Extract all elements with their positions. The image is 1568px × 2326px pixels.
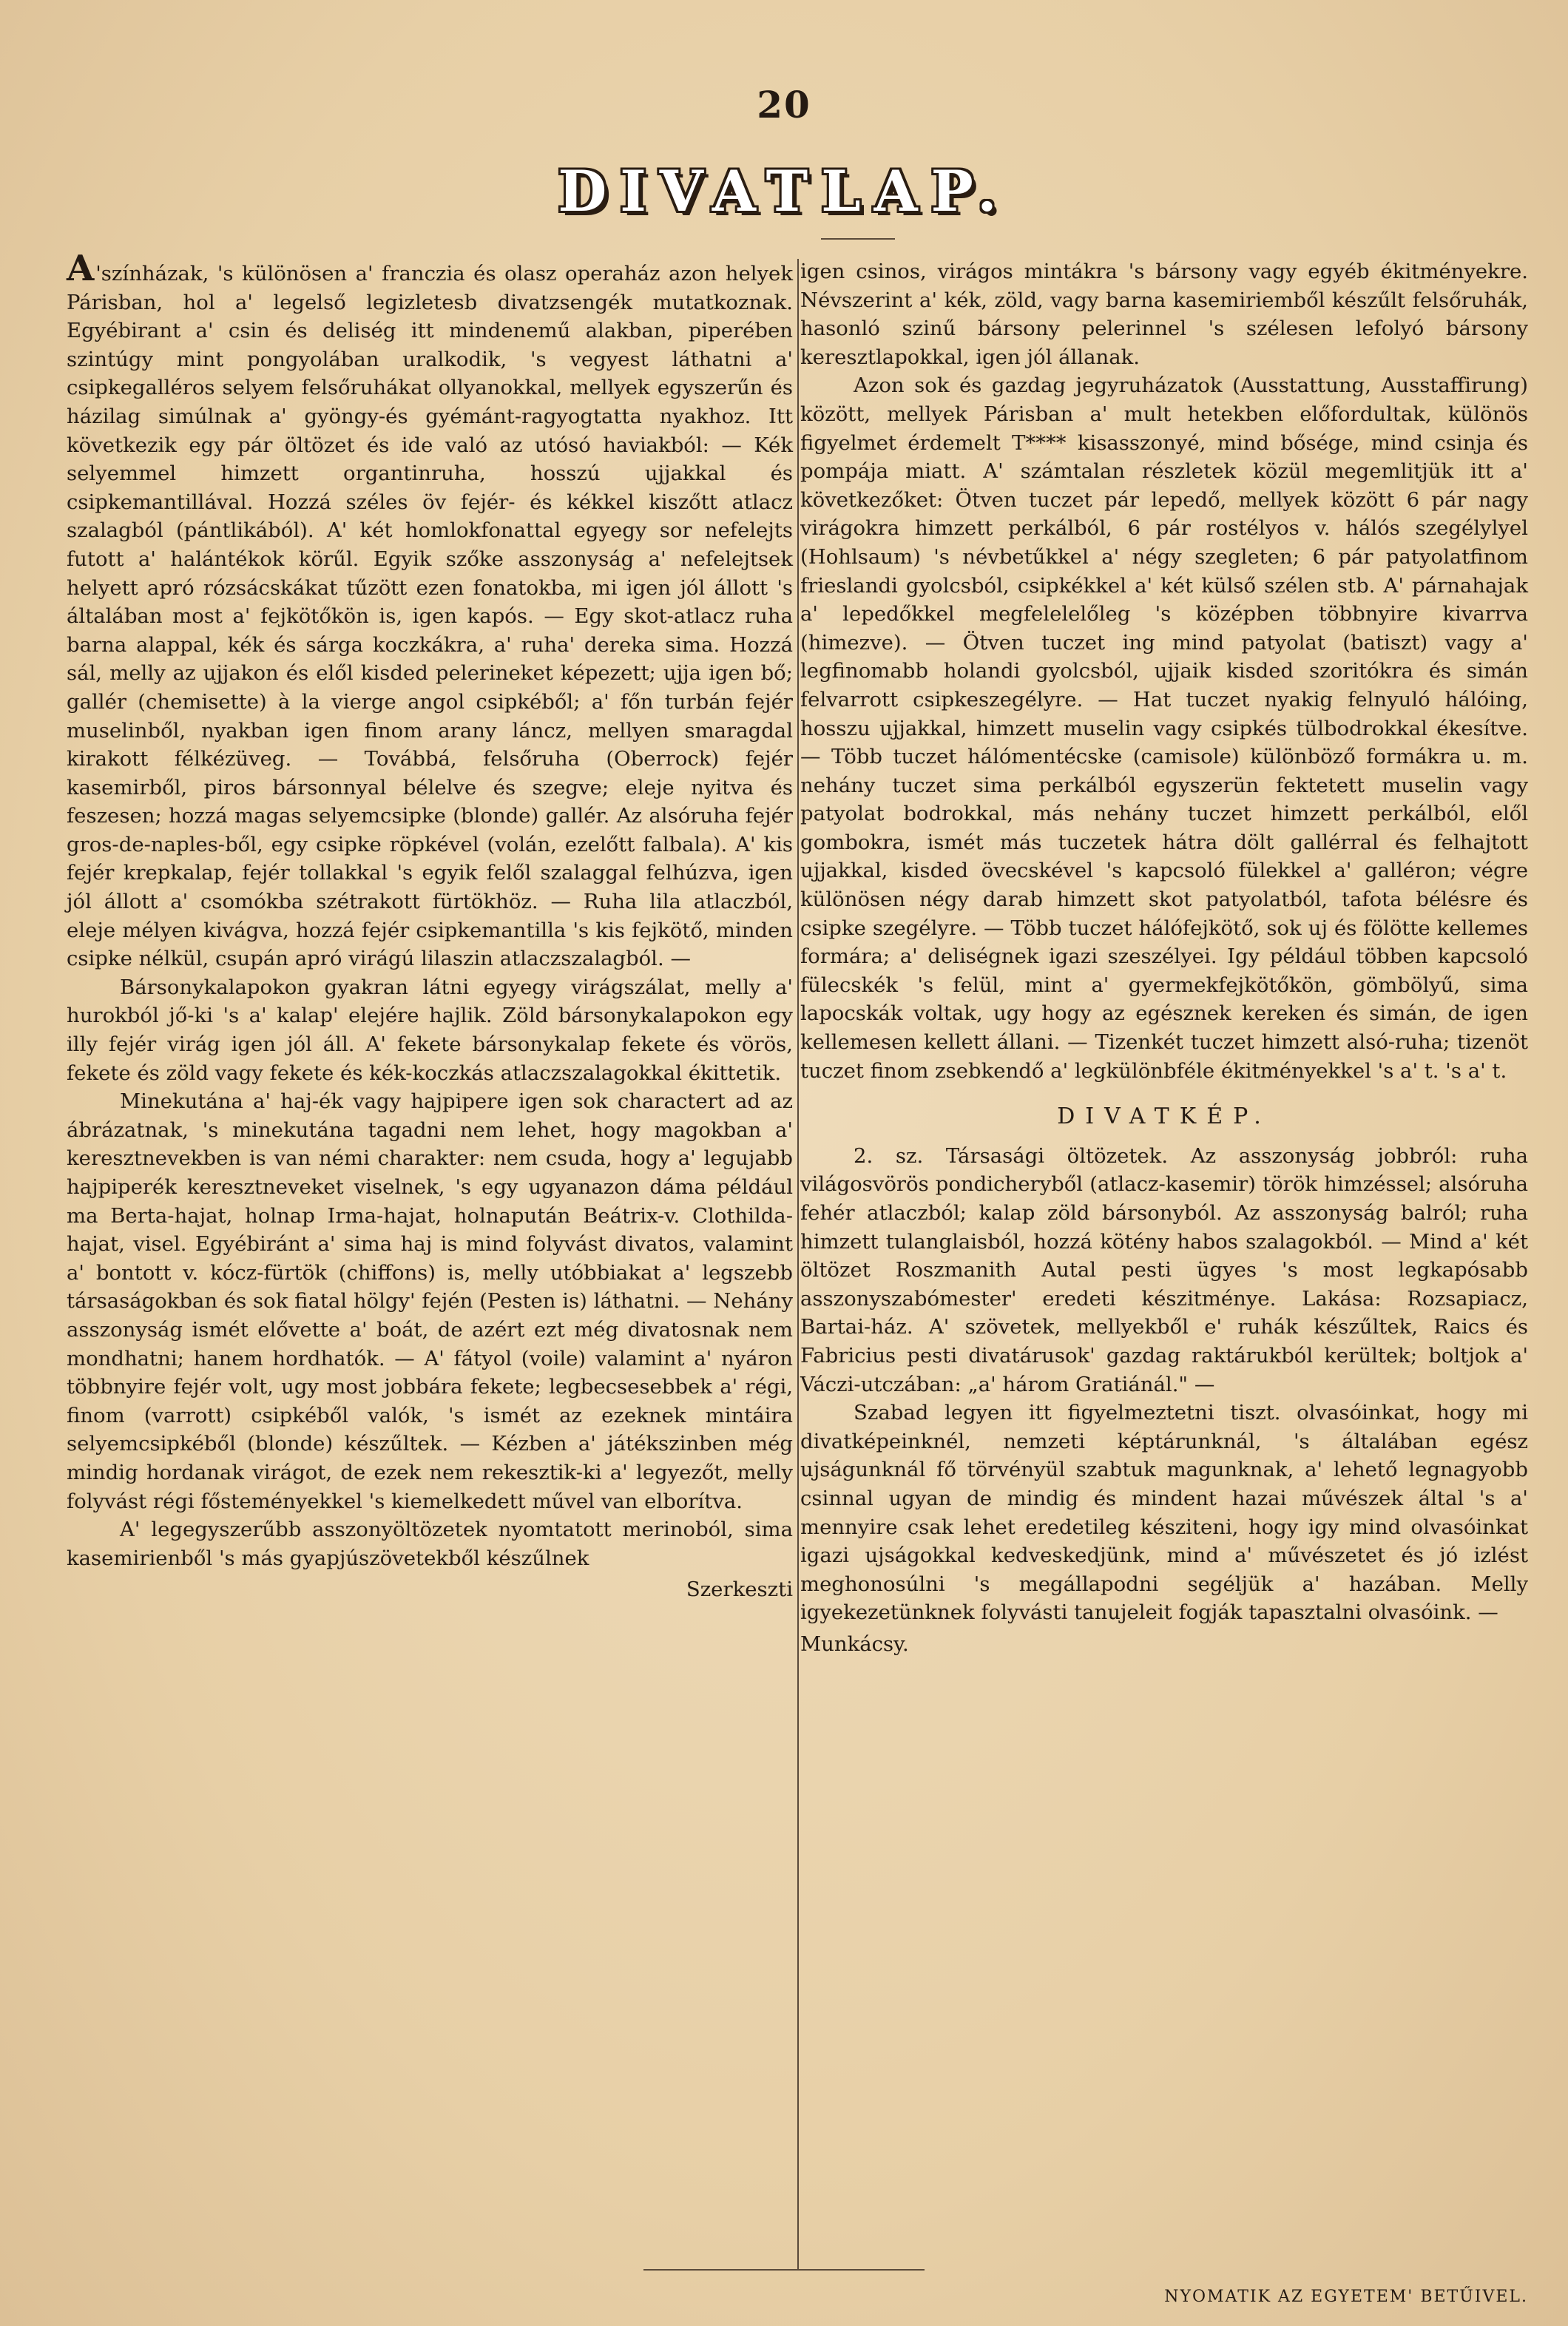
- article-paragraph: Szabad legyen itt figyelmeztetni tiszt. olvasóinkat, hogy mi divatképeinknél, nemzeti képtárunknál, 's általában egész ujságunknál fő törvényül szabtuk magunknak, a' lehető legnagyobb csinnal ugyan de mindig és mindent hazai művészek által 's a' mennyire csak lehet eredetileg késziteni, hogy igy mind olvasóinkat igazi ujságokkal kedveskedjünk, mind a' művészetet és jó izlést meghonosúlni 's megállapodni segéljük a' hazában. Melly igyekezetünknek folyvásti tanujeleit fogják tapasztalni olvasóink. —: [800, 1401, 1528, 1625]
- article-paragraph: Azon sok és gazdag jegyruházatok (Ausstattung, Ausstaffirung) között, mellyek Párisban a' mult hetekben előfordultak, különös figyelmet érdemelt T**** kisasszonyé, mind bősége, mind csinja és pompája miatt. A' számtalan részletek közül megemlitjük itt a' következőket: Ötven tuczet pár lepedő, mellyek között 6 pár nagy virágokra himzett perkálból, 6 pár rostélyos v. hálós szegélylyel (Hohlsaum) 's névbetűkkel a' négy szegleten; 6 pár patyolatfinom frieslandi gyolcsból, csipkékkel a' két külső szélen stb. A' párnahajak a' lepedőkkel megfelelelőleg 's középben többnyire kivarrva (himezve). — Ötven tuczet ing mind patyolat (batiszt) vagy a' legfinomabb holandi gyolcsból, ujjaik kisded szoritókra és simán felvarrott csipkeszegélyre. — Hat tuczet nyakig felnyuló hálóing, hosszu ujjakkal, himzett muselin vagy csipkés tülbodrokkal ékesítve. — Több tuczet hálómentécske (camisole) különböző formákra u. m. nehány tuczet sima perkálból egyszerün fektetett muselin vagy patyolat bodrokkal, más nehány tuczet himzett perkálból, elől gombokra, ismét más tuczetek hátra dölt gallérral és felhajtott ujjakkal, kisded övecskével 's kapcsoló fülekkel a' galléron; végre különösen négy darab himzett skot patyolatból, tafota bélésre és csipke szegélyre. — Több tuczet hálófejkötő, sok uj és fölötte kellemes formára; a' deliségnek igazi szeszélyei. Igy például többen kapcsoló fülecskék 's felül, mint a' gyermekfejkötőkön, gömbölyű, sima lapocskák voltak, ugy hogy az egésznek kereken és simán, de igen kellemesen kellett állani. — Tizenkét tuczet himzett alsó-ruha; tizenöt tuczet finom zsebkendő a' legkülönbféle ékitményekkel 's a' t. 's a' t.: [800, 373, 1528, 1083]
- title-divider: [821, 238, 895, 240]
- article-paragraph: Minekutána a' haj-ék vagy hajpipere igen sok charactert ad az ábrázatnak, 's minekutána tagadni nem lehet, hogy magokban a' keresztnevekben is van némi charakter: nem csuda, hogy a' legujabb hajpiperék keresztneveket viselnek, 's egy ugyanazon dáma például ma Berta-hajat, holnap Irma-hajat, holnapután Beátrix-v. Clothilda-hajat, visel. Egyébiránt a' sima haj is mind folyvást divatos, valamint a' bontott v. kócz-fürtök (chiffons) is, melly utóbbiakat a' legszebb társaságokban és sok fiatal hölgy' fején (Pesten is) láthatni. — Nehány asszonyság ismét elővette a' boát, de azért ezt még divatosnak nem mondhatni; hanem hordhatók. — A' fátyol (voile) valamint a' nyáron többnyire fejér volt, ugy most jobbára fekete; legbecsesebbek a' régi, finom (varrott) csipkéből valók, 's ismét az ezeknek mintáira selyemcsipkéből (blonde) készűltek. — Kézben a' játékszinben még mindig hordanak virágot, de ezek nem rekesztik-ki a' legyezőt, melly folyvást régi fősteményekkel 's kiemelkedett művel van elborítva.: [67, 1089, 793, 1513]
- article-paragraph: igen csinos, virágos mintákra 's bársony vagy egyéb ékitményekre. Névszerint a' kék, zöld, vagy barna kasemiriemből készűlt felsőruhák, hasonló szinű bársony pelerinnel 's szélesen lefolyó bársony keresztlapokkal, igen jól állanak.: [800, 260, 1528, 369]
- article-paragraph: 2. sz. Társasági öltözetek. Az asszonyság jobbról: ruha világosvörös pondicheryből (atlacz-kasemir) török himzéssel; alsóruha fehér atlaczból; kalap zöld bársonyból. Az asszonyság balról; ruha himzett tulanglaisból, hozzá kötény habos szalagokból. — Mind a' két öltözet Roszmanith Autal pesti ügyes 's most legkapósabb asszonyszabómester' eredeti készitménye. Lakása: Rozsapiacz, Bartai-ház. A' szövetek, mellyekből e' ruhák készűltek, Raics és Fabricius pesti divatárusok' gazdag raktárukból kerültek; boltjok a' Váczi-utczában: „a' három Gratiánál." —: [800, 1143, 1528, 1396]
- paragraph-text: 'színházak, 's különösen a' franczia és olasz operaház azon helyek Párisban, hol a' legelső legizletesb divatzsengék mutatkoznak. Egyébirant a' csin és deliség itt mindenemű alakban, piperében szintúgy mint pongyolában uralkodik, 's vegyest láthatni a' csipkegalléros selyem felsőruhákat ollyanokkal, mellyek egyszerűn és házilag simúlnak a' gyöngy-és gyémánt-ragyogtatta nyakhoz. Itt következik egy pár öltözet és ide való az utósó haviakból: — Kék selyemmel himzett organtinruha, hosszú ujjakkal és csipkemantillával. Hozzá széles öv fejér- és kékkel kiszőtt atlacz szalagból (pántlikából). A' két homlokfonattal egyegy sor nefelejts futott a' halántékok körűl. Egyik szőke asszonyság a' nefelejtsek helyett apró rózsácskákat tűzött ezen fonatokba, mi igen jól állott 's általában most a' fejkötőkön is, igen kapós. — Egy skot-atlacz ruha barna alappal, kék és sárga koczkákra, a' ruha' dereka sima. Hozzá sál, melly az ujjakon és elől kisded pelerineket képezett; ujja igen bő; gallér (chemisette) à la vierge angol csipkéből; a' főn turbán fejér muselinből, nyakban igen finom arany láncz, mellyen smaragdal kirakott félkézüveg. — Továbbá, felsőruha (Oberrock) fejér kasemirből, piros bársonnyal bélelve és szegve; eleje nyitva és feszesen; hozzá magas selyemcsipke (blonde) gallér. Az alsóruha fejér gros-de-naples-ből, egy csipke röpkével (volán, ezelőtt falbala). A' kis fejér krepkalap, fejér tollakkal 's egyik felől szalaggal felhúzva, igen jól állott a' csomókba szétrakott fürtökhöz. — Ruha lila atlaczból, eleje mélyen kivágva, hozzá fejér csipkemantilla 's kis fejkötő, minden csipke nélkül, csupán apró virágú lilaszin atlaczszalagból. —: [67, 262, 793, 971]
- drop-cap: A: [67, 248, 95, 289]
- page-number: 20: [757, 83, 811, 126]
- editor-signature-left: Szerkeszti: [686, 1578, 793, 1602]
- printer-imprint: NYOMATIK AZ EGYETEM' BETŰIVEL.: [1164, 2288, 1528, 2306]
- column-divider: [797, 259, 799, 2271]
- article-paragraph: [67, 248, 793, 973]
- article-paragraph: A' legegyszerűbb asszonyöltözetek nyomtatott merinoból, sima kasemirienből 's más gyapjúszövetekből készűlnek: [67, 1518, 793, 1570]
- masthead-title: DIVATLAP.: [558, 158, 1010, 224]
- left-column: [67, 248, 793, 1604]
- right-column: [800, 257, 1528, 1659]
- article-paragraph: Bársonykalapokon gyakran látni egyegy virágszálat, melly a' hurokból jő-ki 's a' kalap' elejére hajlik. Zöld bársonykalapokon egy illy fejér virág igen jól áll. A' fekete bársonykalap fekete és vörös, fekete és zöld vagy fekete és kék-koczkás atlaczszalagokkal ékittetik.: [67, 975, 793, 1085]
- section-heading: DIVATKÉP.: [1057, 1103, 1271, 1130]
- editor-signature-right: Munkácsy.: [800, 1632, 909, 1656]
- imprint-divider: [643, 2269, 925, 2271]
